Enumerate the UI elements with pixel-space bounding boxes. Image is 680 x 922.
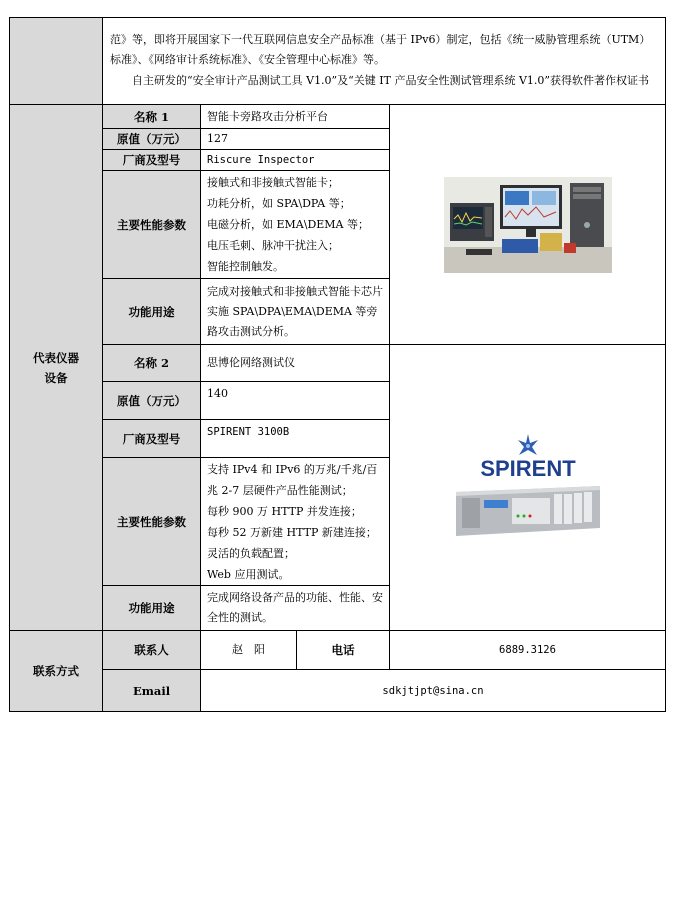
maker2-label: 厂商及型号 <box>103 420 201 458</box>
maker1-label: 厂商及型号 <box>103 150 201 171</box>
use2-value: 完成网络设备产品的功能、性能、安全性的测试。 <box>201 586 390 631</box>
name1-value: 智能卡旁路攻击分析平台 <box>201 105 390 129</box>
params2-item: 支持 IPv4 和 IPv6 的万兆/千兆/百兆 2-7 层硬件产品性能测试； <box>207 462 378 497</box>
contact-section-label: 联系方式 <box>10 631 103 712</box>
params2-label: 主要性能参数 <box>103 458 201 586</box>
info-table <box>9 17 666 712</box>
maker1-value: Riscure Inspector <box>201 150 390 171</box>
name1-label: 名称 1 <box>103 105 201 129</box>
intro-line-2: 自主研发的“安全审计产品测试工具 V1.0”及“关键 IT 产品安全性测试管理系统 V1.0”获得软件著作权证书 <box>132 73 650 87</box>
use2-label: 功能用途 <box>103 586 201 631</box>
contact-email-label: Email <box>103 670 201 712</box>
contact-person-value: 赵 阳 <box>201 631 297 670</box>
contact-phone-label: 电话 <box>297 631 390 670</box>
params1-item: 电压毛刺、脉冲干扰注入； <box>207 239 339 252</box>
value2-value: 140 <box>201 382 390 420</box>
params1-item: 电磁分析，如 EMA\DEMA 等； <box>207 218 369 231</box>
params2-item: 每秒 900 万 HTTP 并发连接； <box>207 504 362 518</box>
section-label-instruments <box>10 105 103 631</box>
params1-item: 接触式和非接触式智能卡； <box>207 176 339 189</box>
spirent-logo-text: SPIRENT <box>479 455 576 481</box>
intro-text <box>103 18 666 105</box>
value1-label: 原值（万元） <box>103 129 201 150</box>
instrument1-photo <box>390 105 666 345</box>
params2-list <box>201 458 390 586</box>
section-label-text: 代表仪器设备 <box>33 350 79 385</box>
params1-item: 智能控制触发。 <box>207 260 284 273</box>
contact-phone-value: 6889.3126 <box>390 631 666 670</box>
maker2-value: SPIRENT 3100B <box>201 420 390 458</box>
use1-label: 功能用途 <box>103 279 201 345</box>
use1-value: 完成对接触式和非接触式智能卡芯片实施 SPA\DPA\EMA\DEMA 等旁路攻击测试分析。 <box>201 279 390 345</box>
value1-value: 127 <box>201 129 390 150</box>
name2-value: 思博伦网络测试仪 <box>201 345 390 382</box>
contact-email-value: sdkjtjpt@sina.cn <box>201 670 666 712</box>
params1-label: 主要性能参数 <box>103 171 201 279</box>
params1-item: 功耗分析，如 SPA\DPA 等； <box>207 197 351 210</box>
params2-item: 灵活的负载配置； <box>207 546 295 560</box>
contact-person-label: 联系人 <box>103 631 201 670</box>
name2-label: 名称 2 <box>103 345 201 382</box>
intro-line-1: 范》等，即将开展国家下一代互联网信息安全产品标准（基于 IPv6）制定，包括《统一威胁管理系统（UTM）标准》、《网络审计系统标准》、《安全管理中心标准》等。 <box>110 32 651 67</box>
instrument2-photo <box>390 345 666 631</box>
params1-list <box>201 171 390 279</box>
params2-item: Web 应用测试。 <box>207 567 290 581</box>
value2-label: 原值（万元） <box>103 382 201 420</box>
params2-item: 每秒 52 万新建 HTTP 新建连接； <box>207 525 377 539</box>
spirent-device-image <box>452 432 604 544</box>
smartcard-lab-image <box>444 177 612 273</box>
intro-label-cell <box>10 18 103 105</box>
